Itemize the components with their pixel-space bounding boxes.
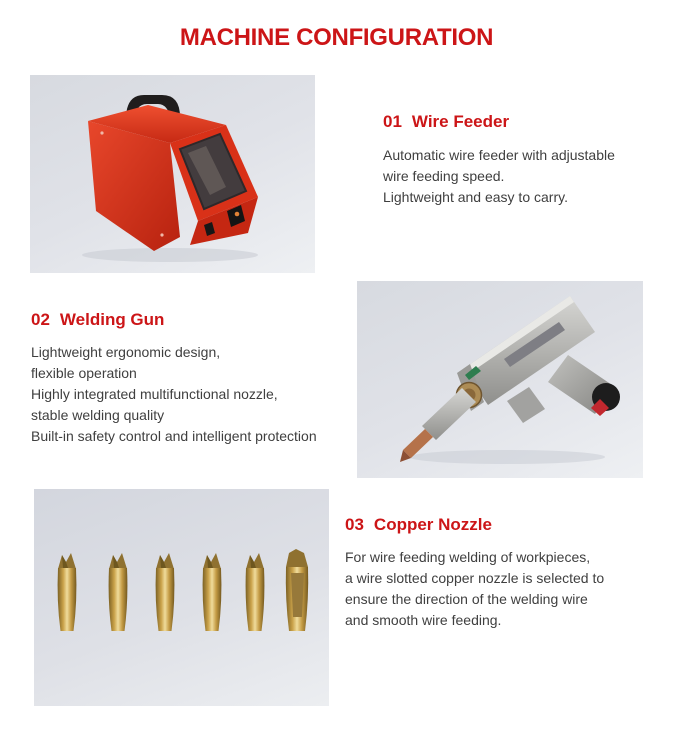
section-wire-feeder-text (383, 112, 615, 208)
section-description: Lightweight ergonomic design, flexible operation Highly integrated multifunctional nozzle, stable welding quality Built-in safety control and intelligent protection (31, 344, 317, 444)
nozzle-4 (203, 553, 222, 631)
gun-barrel (422, 388, 476, 440)
welding-gun-photo (357, 281, 643, 478)
nozzle-1 (58, 553, 77, 631)
nozzle-2 (109, 553, 128, 631)
section-name: Copper Nozzle (373, 515, 492, 534)
section-name: Wire Feeder (411, 112, 510, 131)
section-heading (345, 515, 604, 535)
section-copper-nozzle-text (345, 515, 604, 631)
welding-gun-illustration (357, 281, 643, 478)
page-title: MACHINE CONFIGURATION (179, 24, 494, 51)
section-number: 03 (345, 515, 364, 534)
section-description: For wire feeding welding of workpieces, a wire slotted copper nozzle is selected to ensure the direction of the welding wire and smooth wire feeding. (345, 549, 605, 628)
section-heading (383, 112, 615, 132)
section-description: Automatic wire feeder with adjustable wire feeding speed. Lightweight and easy to carry. (383, 147, 615, 205)
wire-feeder-photo (30, 75, 315, 273)
section-heading (31, 310, 317, 330)
section-name: Welding Gun (59, 310, 165, 329)
section-welding-gun-text (31, 310, 317, 447)
copper-nozzle-photo (34, 489, 329, 706)
wire-feeder-illustration (30, 75, 315, 273)
section-number: 02 (31, 310, 50, 329)
nozzle-5 (246, 553, 265, 631)
nozzle-3 (156, 553, 175, 631)
nozzle-6 (286, 549, 308, 631)
copper-nozzle-illustration (34, 489, 329, 706)
section-number: 01 (383, 112, 402, 131)
